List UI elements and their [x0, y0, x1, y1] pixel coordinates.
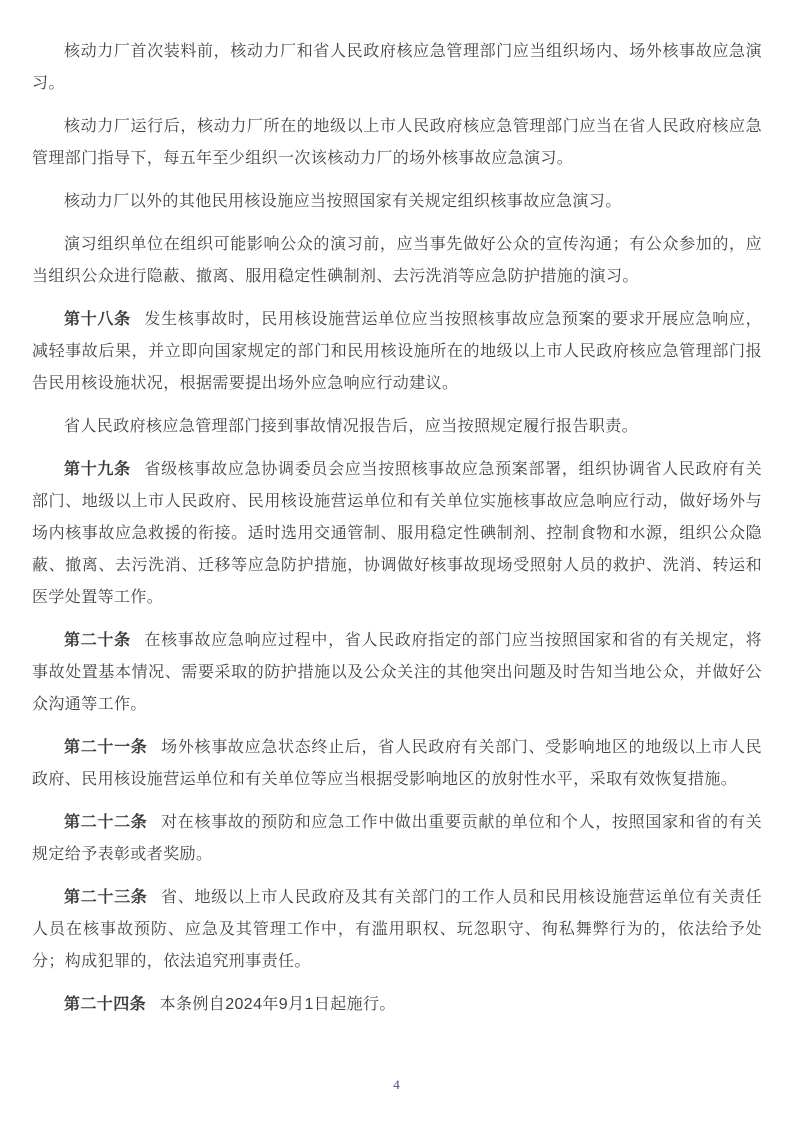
paragraph	[32, 36, 762, 100]
paragraph-text: 核动力厂首次装料前，核动力厂和省人民政府核应急管理部门应当组织场内、场外核事故应急演习。	[32, 43, 762, 92]
paragraph	[32, 411, 762, 443]
paragraph-text: 发生核事故时，民用核设施营运单位应当按照核事故应急预案的要求开展应急响应，减轻事故后果，并立即向国家规定的部门和民用核设施所在的地级以上市人民政府核应急管理部门报告民用核设施状况，根据需要提出场外应急响应行动建议。	[32, 311, 762, 392]
paragraph-text: 核动力厂以外的其他民用核设施应当按照国家有关规定组织核事故应急演习。	[64, 193, 622, 210]
paragraph-text: 省、地级以上市人民政府及其有关部门的工作人员和民用核设施营运单位有关责任人员在核事故预防、应急及其管理工作中，有滥用职权、玩忽职守、徇私舞弊行为的，依法给予处分；构成犯罪的，依法追究刑事责任。	[32, 889, 762, 970]
article-number: 第二十四条	[64, 996, 147, 1013]
article-number: 第二十一条	[64, 739, 148, 756]
paragraph-text: 对在核事故的预防和应急工作中做出重要贡献的单位和个人，按照国家和省的有关规定给予表彰或者奖励。	[32, 814, 762, 863]
paragraph-article-23	[32, 882, 762, 978]
paragraph-article-18	[32, 304, 762, 400]
page-number: 4	[393, 1077, 400, 1092]
paragraph	[32, 229, 762, 293]
article-number: 第二十条	[64, 632, 131, 649]
article-number: 第十八条	[64, 311, 131, 328]
article-number: 第二十二条	[64, 814, 148, 831]
paragraph-article-22	[32, 807, 762, 871]
paragraph-article-21	[32, 732, 762, 796]
paragraph	[32, 111, 762, 175]
paragraph-text: 场外核事故应急状态终止后，省人民政府有关部门、受影响地区的地级以上市人民政府、民用核设施营运单位和有关单位等应当根据受影响地区的放射性水平，采取有效恢复措施。	[32, 739, 762, 788]
paragraph-text: 本条例自2024年9月1日起施行。	[159, 996, 396, 1013]
paragraph-text: 在核事故应急响应过程中，省人民政府指定的部门应当按照国家和省的有关规定，将事故处置基本情况、需要采取的防护措施以及公众关注的其他突出问题及时告知当地公众，并做好公众沟通等工作。	[32, 632, 762, 713]
paragraph-text: 核动力厂运行后，核动力厂所在的地级以上市人民政府核应急管理部门应当在省人民政府核应急管理部门指导下，每五年至少组织一次该核动力厂的场外核事故应急演习。	[32, 118, 762, 167]
article-number: 第十九条	[64, 461, 131, 478]
paragraph	[32, 186, 762, 218]
paragraph-article-20	[32, 625, 762, 721]
paragraph-article-19	[32, 454, 762, 614]
article-number: 第二十三条	[64, 889, 148, 906]
paragraph-text: 省级核事故应急协调委员会应当按照核事故应急预案部署，组织协调省人民政府有关部门、地级以上市人民政府、民用核设施营运单位和有关单位实施核事故应急响应行动，做好场外与场内核事故应急救援的衔接。适时选用交通管制、服用稳定性碘制剂、控制食物和水源，组织公众隐蔽、撤离、去污洗消、迁移等应急防护措施，协调做好核事故现场受照射人员的救护、洗消、转运和医学处置等工作。	[32, 461, 762, 606]
paragraph-text: 演习组织单位在组织可能影响公众的演习前，应当事先做好公众的宣传沟通；有公众参加的，应当组织公众进行隐蔽、撤离、服用稳定性碘制剂、去污洗消等应急防护措施的演习。	[32, 236, 762, 285]
paragraph-text: 省人民政府核应急管理部门接到事故情况报告后，应当按照规定履行报告职责。	[64, 418, 639, 435]
paragraph-article-24	[32, 989, 762, 1021]
